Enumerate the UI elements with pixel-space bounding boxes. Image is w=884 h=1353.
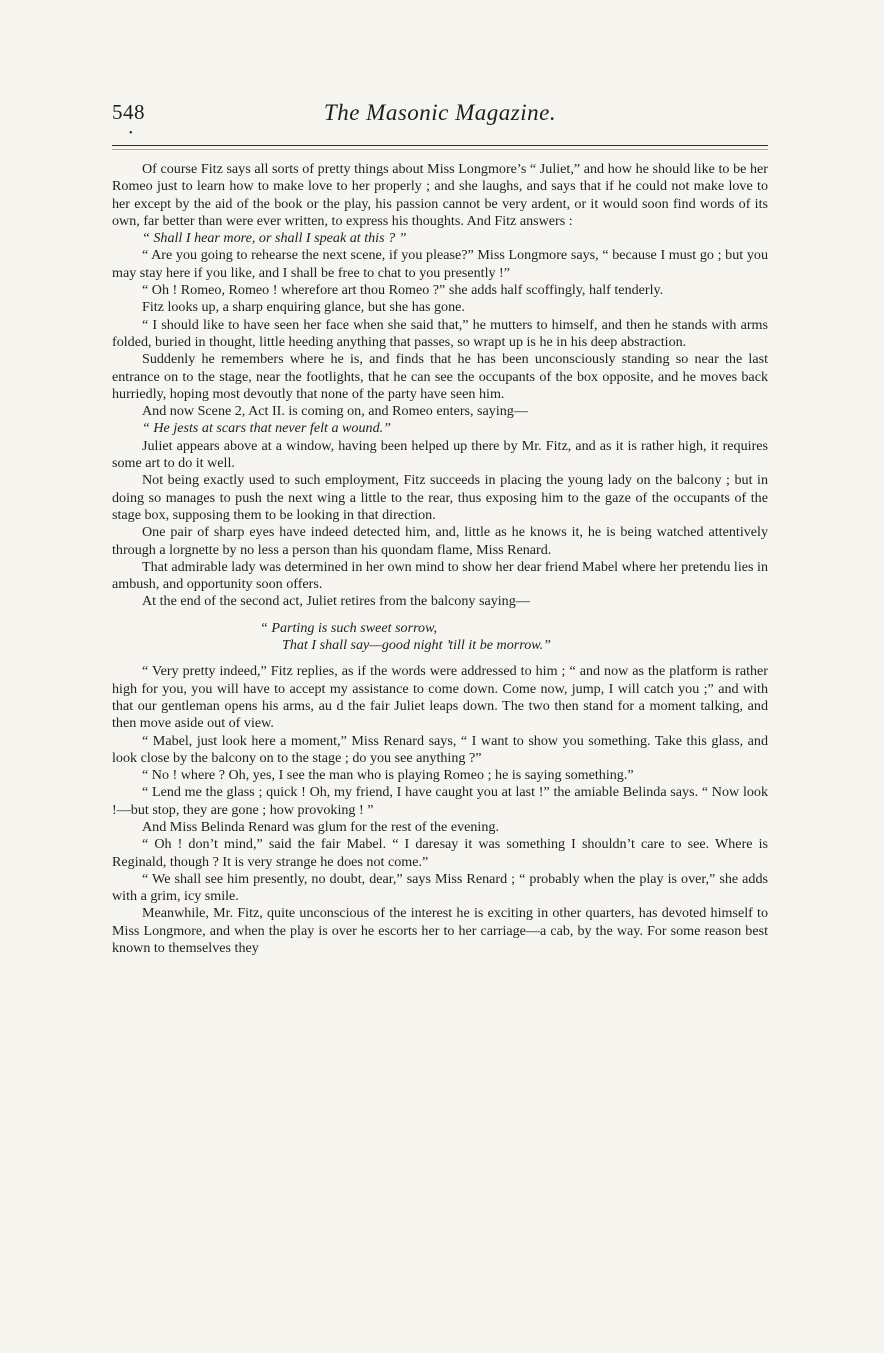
paragraph: “ Very pretty indeed,” Fitz replies, as if the words were addressed to him ; “ and now as the platform is rather high for you, you will have to accept my assistance to come down. Come now, jump, I will catch you ;” and with that our gentleman opens his arms, au d the fair Juliet leaps down. The two then stand for a moment talking, and then move aside out of view. — [112, 663, 768, 732]
paragraph: “ Oh ! Romeo, Romeo ! wherefore art thou Romeo ?” she adds half scoffingly, half tenderly. — [142, 282, 664, 299]
paragraph: “ We shall see him presently, no doubt, dear,” says Miss Renard ; “ probably when the play is over,” she adds with a grim, icy smile. — [112, 870, 768, 905]
paragraph: Of course Fitz says all sorts of pretty things about Miss Longmore’s “ Juliet,” and how he should like to be her Romeo just to learn how to make love to her properly ; and she laughs, and says that if he could not make love to her except by the aid of the book or the play, his passion cannot be very ardent, or it would soon find words of its own, far better than were ever written, to express his thoughts. And Fitz answers : — [112, 161, 768, 229]
page-number: 548 — [112, 100, 145, 124]
header-rule-secondary — [112, 149, 768, 150]
paragraph: “ Oh ! don’t mind,” said the fair Mabel. “ I daresay it was something I shouldn’t care to see. Where is Reginald, though ? It is very strange he does not come.” — [112, 836, 768, 870]
verse-line: “ Parting is such sweet sorrow, — [260, 619, 437, 636]
paragraph: “ Lend me the glass ; quick ! Oh, my friend, I have caught you at last !” the amiable Belinda says. “ Now look !—but stop, they are gone ; how provoking ! ” — [112, 784, 768, 818]
page-header — [112, 100, 768, 139]
paragraph: “ Mabel, just look here a moment,” Miss Renard says, “ I want to show you something. Take this glass, and look close by the balcony on to the stage ; do you see anything ?” — [112, 732, 768, 766]
paragraph: “ I should like to have seen her face when she said that,” he mutters to himself, and then he stands with arms folded, buried in thought, little heeding anything that passes, so wrapt up is he in his deep abstraction. — [112, 316, 768, 350]
header-mark: • — [129, 128, 133, 139]
paragraph: One pair of sharp eyes have indeed detected him, and, little as he knows it, he is being watched attentively through a lorgnette by no less a person than his quondam flame, Miss Renard. — [112, 524, 768, 558]
verse-line: That I shall say—good night ’till it be morrow.” — [282, 637, 551, 654]
quoted-line: “ Shall I hear more, or shall I speak at this ? ” — [142, 230, 407, 247]
article-body — [112, 161, 768, 957]
paragraph: And now Scene 2, Act II. is coming on, and Romeo enters, saying— — [142, 403, 528, 420]
paragraph: Not being exactly used to such employment, Fitz succeeds in placing the young lady on the balcony ; but in doing so manages to push the next wing a little to the rear, thus exposing him to the gaze of the occupants of the stage box, supposing them to be looking in that direction. — [112, 472, 768, 523]
running-title: The Masonic Magazine. — [323, 100, 557, 125]
paragraph: Juliet appears above at a window, having been helped up there by Mr. Fitz, and as it is rather high, it requires some art to do it well. — [112, 437, 768, 472]
paragraph: Fitz looks up, a sharp enquiring glance, but she has gone. — [142, 299, 465, 316]
paragraph: “ Are you going to rehearse the next scene, if you please?” Miss Longmore says, “ because I must go ; but you may stay here if you like, and I shall be free to chat to you presently !” — [112, 247, 768, 281]
header-rule — [112, 145, 768, 146]
paragraph: Suddenly he remembers where he is, and finds that he has been unconsciously standing so near the last entrance on to the stage, near the footlights, that he can see the occupants of the box opposite, and he moves back hurriedly, hoping most devoutly that none of the party have seen him. — [112, 351, 768, 402]
paragraph: “ No ! where ? Oh, yes, I see the man who is playing Romeo ; he is saying something.” — [142, 767, 634, 784]
paragraph: At the end of the second act, Juliet retires from the balcony saying— — [142, 593, 530, 610]
paragraph: That admirable lady was determined in her own mind to show her dear friend Mabel where her pretendu lies in ambush, and opportunity soon offers. — [112, 558, 768, 593]
paragraph: Meanwhile, Mr. Fitz, quite unconscious of the interest he is exciting in other quarters, has devoted himself to Miss Longmore, and when the play is over he escorts her to her carriage—a cab, by the way. For some reason best known to themselves they — [112, 905, 768, 957]
quoted-line: “ He jests at scars that never felt a wound.” — [142, 420, 391, 437]
paragraph: And Miss Belinda Renard was glum for the rest of the evening. — [142, 818, 499, 835]
verse-quotation — [260, 620, 768, 655]
